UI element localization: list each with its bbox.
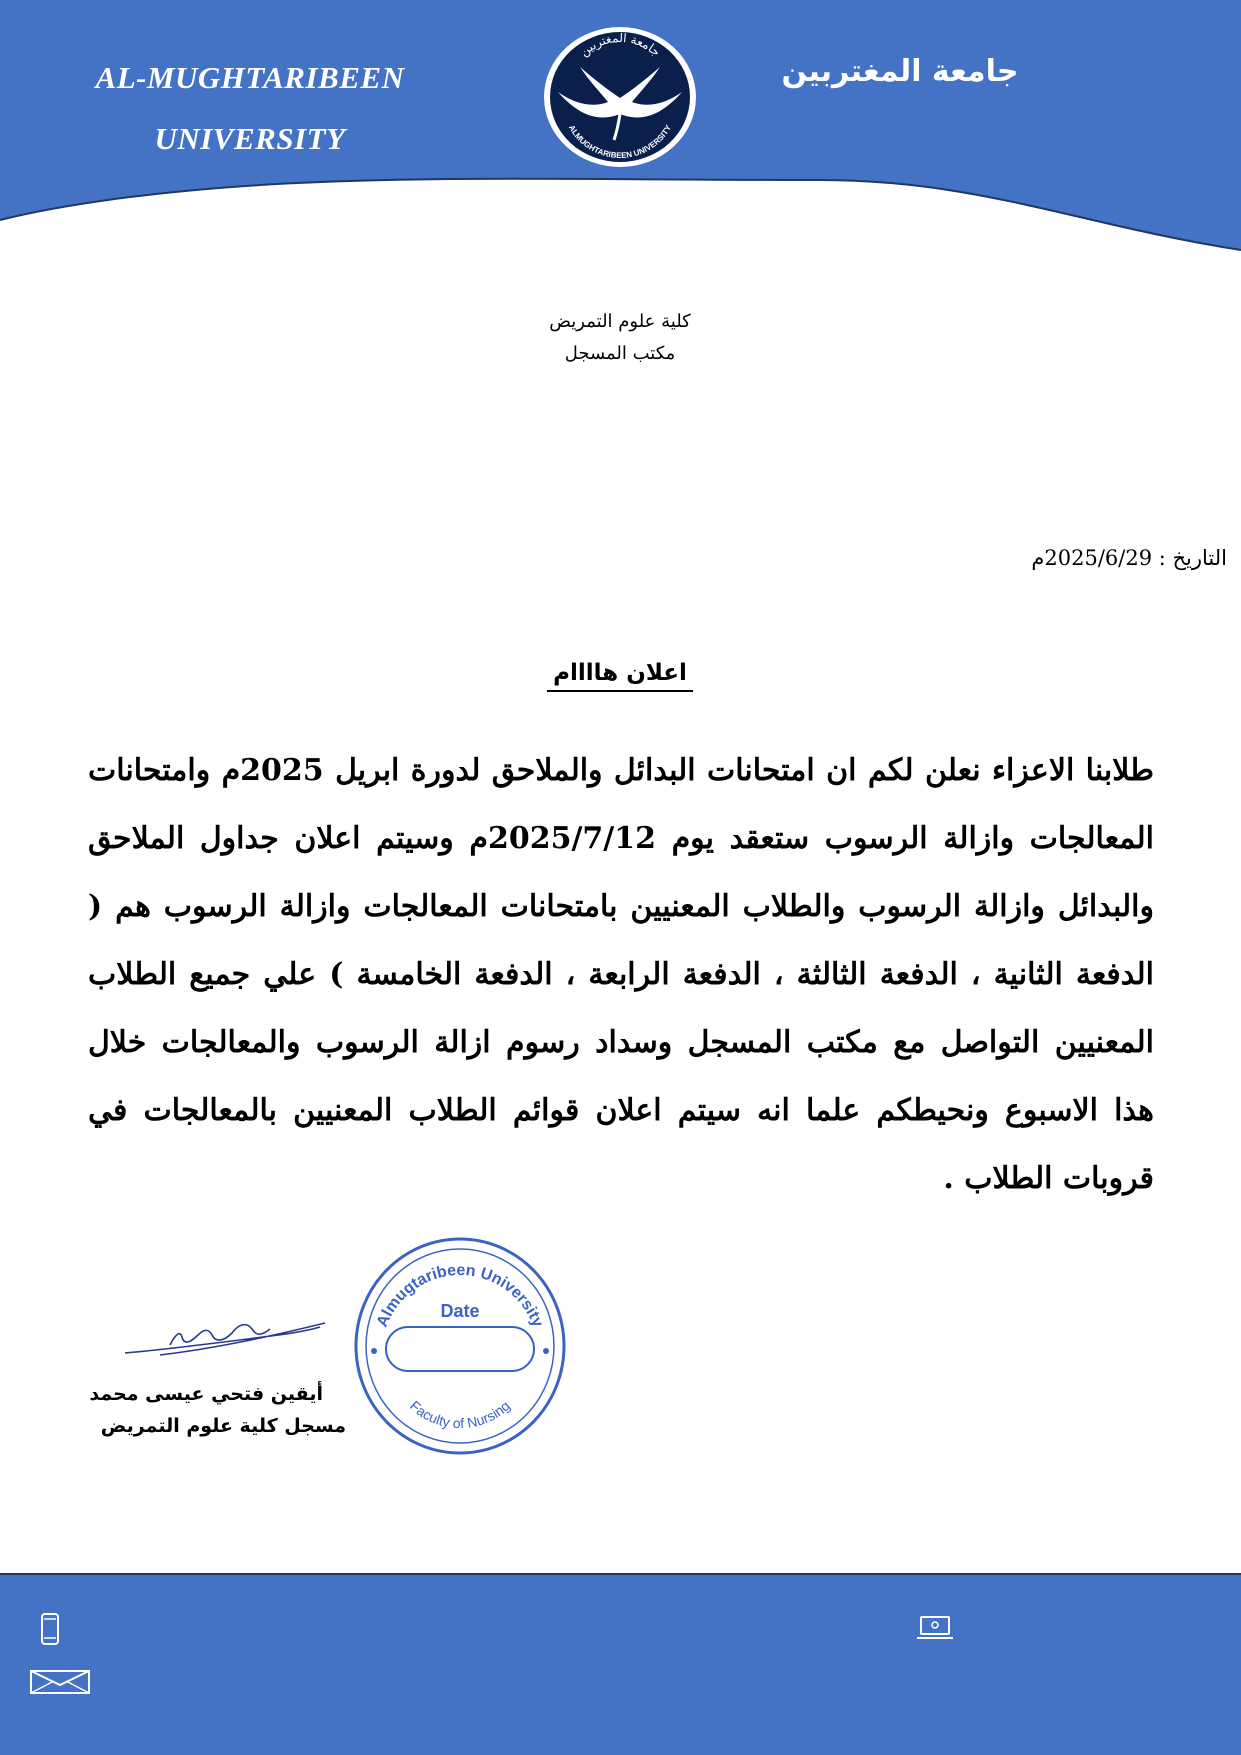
announcement-body: طلابنا الاعزاء نعلن لكم ان امتحانات البدائل والملاحق لدورة ابريل 2025م وامتحانات المعالجات وازالة الرسوب ستعقد يوم 2025/7/12م وسيتم اعلان جداول الملاحق والبدائل وازالة الرسوب والطلاب المعنيين بامتحانات المعالجات وازالة الرسوب هم ( الدفعة الثانية ، الدفعة الثالثة ، الدفعة الرابعة ، الدفعة الخامسة ) علي جميع الطلاب المعنيين التواصل مع مكتب المسجل وسداد رسوم ازالة الرسوب والمعالجات خلال هذا الاسبوع ونحيطكم علما انه سيتم اعلان قوائم الطلاب المعنيين بالمعالجات في قروبات الطلاب . [88,753,1154,1196]
faculty-name: كلية علوم التمريض [549,311,691,332]
brand-name-en-line1: AL-MUGHTARIBEEN [95,60,405,95]
signatory-name: أيقين فتحي عيسى محمد [89,1383,323,1405]
svg-text:Faculty of Nursing [407,1397,513,1431]
mail-icon [30,1670,90,1694]
stamp-bottom-text: Faculty of Nursing [407,1397,513,1432]
stamp-arc-text: Almugtaribeen University [373,1261,547,1330]
document-date: التاريخ : 2025/6/29م [1031,546,1227,570]
faculty-stamp [350,1233,570,1458]
letterhead-footer [0,1573,1241,1755]
phone-icon [40,1613,60,1645]
brand-name-ar: جامعة المغتربين [781,54,1019,89]
signatory-role: مسجل كلية علوم التمريض [100,1415,346,1437]
announcement-title [520,660,720,686]
office-name: مكتب المسجل [564,343,676,364]
announcement-title-text: اعلان هاااام [547,660,693,692]
brand-name-en-line2: UNIVERSITY [154,121,346,156]
stamp-date-label: Date [440,1301,480,1321]
letterhead-header [0,0,1241,260]
university-logo [540,22,700,172]
laptop-icon [915,1615,955,1641]
logo-text-bottom: ALMUGHTARIBEEN UNIVERSITY [566,123,674,161]
handwritten-signature [120,1305,330,1365]
logo-text-top: جامعة المغتربين [576,30,664,60]
